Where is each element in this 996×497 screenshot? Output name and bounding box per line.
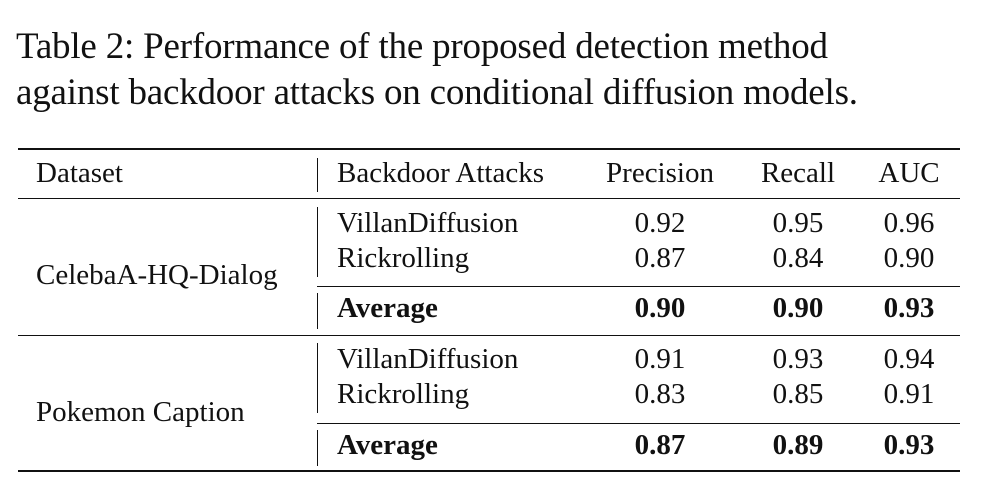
average-precision: 0.90 (634, 292, 686, 324)
auc-value: 0.94 (883, 343, 935, 375)
caption-line-2: against backdoor attacks on conditional diffusion models. (16, 72, 858, 113)
group1-average-vertical-rule (317, 293, 318, 329)
bottom-rule (18, 470, 960, 472)
attack-name: VillanDiffusion (337, 343, 519, 375)
dataset-label: CelebaA-HQ-Dialog (36, 259, 278, 291)
attack-name: Rickrolling (337, 242, 470, 274)
average-auc: 0.93 (883, 292, 935, 324)
average-precision: 0.87 (634, 429, 686, 461)
header-backdoor-attacks: Backdoor Attacks (337, 157, 544, 189)
auc-value: 0.91 (883, 378, 935, 410)
dataset-label: Pokemon Caption (36, 396, 245, 428)
attack-name: Rickrolling (337, 378, 470, 410)
caption-line-1: Table 2: Performance of the proposed detection method (16, 26, 828, 67)
precision-value: 0.83 (634, 378, 686, 410)
recall-value: 0.85 (772, 378, 824, 410)
attack-name: VillanDiffusion (337, 207, 519, 239)
header-recall: Recall (760, 157, 836, 189)
table-caption (16, 24, 976, 116)
average-recall: 0.89 (772, 429, 824, 461)
group-separator-rule (18, 335, 960, 336)
header-precision: Precision (606, 157, 714, 189)
header-dataset: Dataset (36, 157, 123, 189)
recall-value: 0.84 (772, 242, 824, 274)
average-recall: 0.90 (772, 292, 824, 324)
group2-average-rule (317, 423, 960, 424)
header-rule (18, 198, 960, 199)
recall-value: 0.95 (772, 207, 824, 239)
group2-average-vertical-rule (317, 430, 318, 466)
top-rule (18, 148, 960, 150)
recall-value: 0.93 (772, 343, 824, 375)
auc-value: 0.90 (883, 242, 935, 274)
precision-value: 0.92 (634, 207, 686, 239)
precision-value: 0.87 (634, 242, 686, 274)
group2-vertical-rule (317, 343, 318, 413)
group1-vertical-rule (317, 207, 318, 277)
precision-value: 0.91 (634, 343, 686, 375)
header-auc: AUC (878, 157, 940, 189)
average-label: Average (337, 429, 438, 461)
auc-value: 0.96 (883, 207, 935, 239)
header-vertical-rule (317, 158, 318, 192)
group1-average-rule (317, 286, 960, 287)
average-label: Average (337, 292, 438, 324)
average-auc: 0.93 (883, 429, 935, 461)
